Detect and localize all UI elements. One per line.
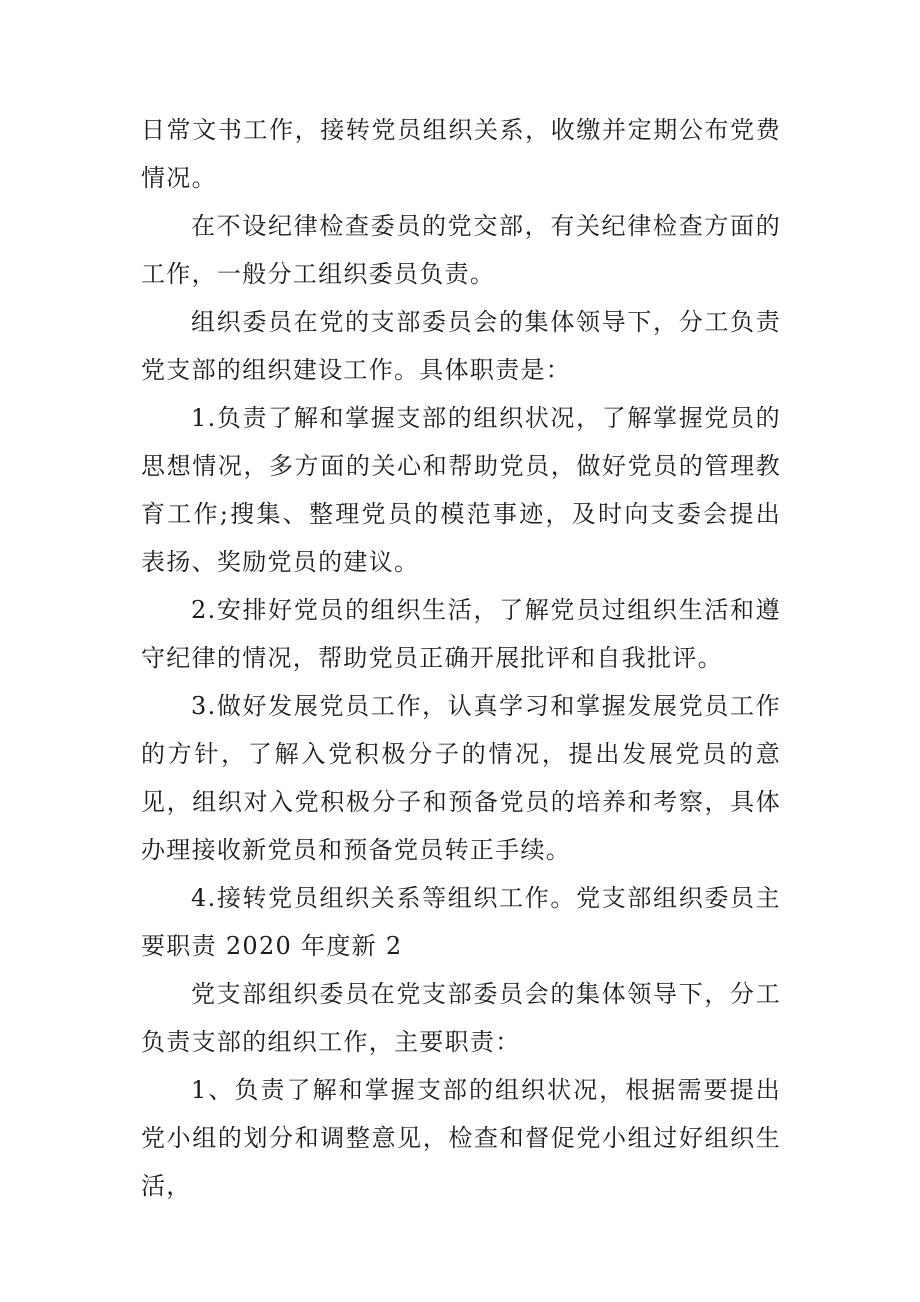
paragraph-6: 3.做好发展党员工作，认真学习和掌握发展党员工作的方针，了解入党积极分子的情况，提出发展党员的意见，组织对入党积极分子和预备党员的培养和考察，具体办理接收新党员和预备党员转正手续。 bbox=[141, 692, 781, 864]
paragraph-5: 2.安排好党员的组织生活，了解党员过组织生活和遵守纪律的情况，帮助党员正确开展批评和自我批评。 bbox=[141, 596, 781, 672]
paragraph-1: 日常文书工作，接转党员组织关系，收缴并定期公布党费情况。 bbox=[141, 116, 781, 192]
paragraph-7: 4.接转党员组织关系等组织工作。党支部组织委员主要职责 2020 年度新 2 bbox=[141, 884, 781, 960]
paragraph-4: 1.负责了解和掌握支部的组织状况，了解掌握党员的思想情况，多方面的关心和帮助党员，做好党员的管理教育工作;搜集、整理党员的模范事迹，及时向支委会提出表扬、奖励党员的建议。 bbox=[141, 404, 781, 576]
paragraph-3: 组织委员在党的支部委员会的集体领导下，分工负责党支部的组织建设工作。具体职责是： bbox=[141, 308, 781, 384]
document-body bbox=[141, 106, 781, 1210]
paragraph-8: 党支部组织委员在党支部委员会的集体领导下，分工负责支部的组织工作，主要职责： bbox=[141, 980, 781, 1056]
paragraph-9: 1、负责了解和掌握支部的组织状况，根据需要提出党小组的划分和调整意见，检查和督促党小组过好组织生活， bbox=[141, 1076, 781, 1200]
paragraph-2: 在不设纪律检查委员的党交部，有关纪律检查方面的工作，一般分工组织委员负责。 bbox=[141, 212, 781, 288]
